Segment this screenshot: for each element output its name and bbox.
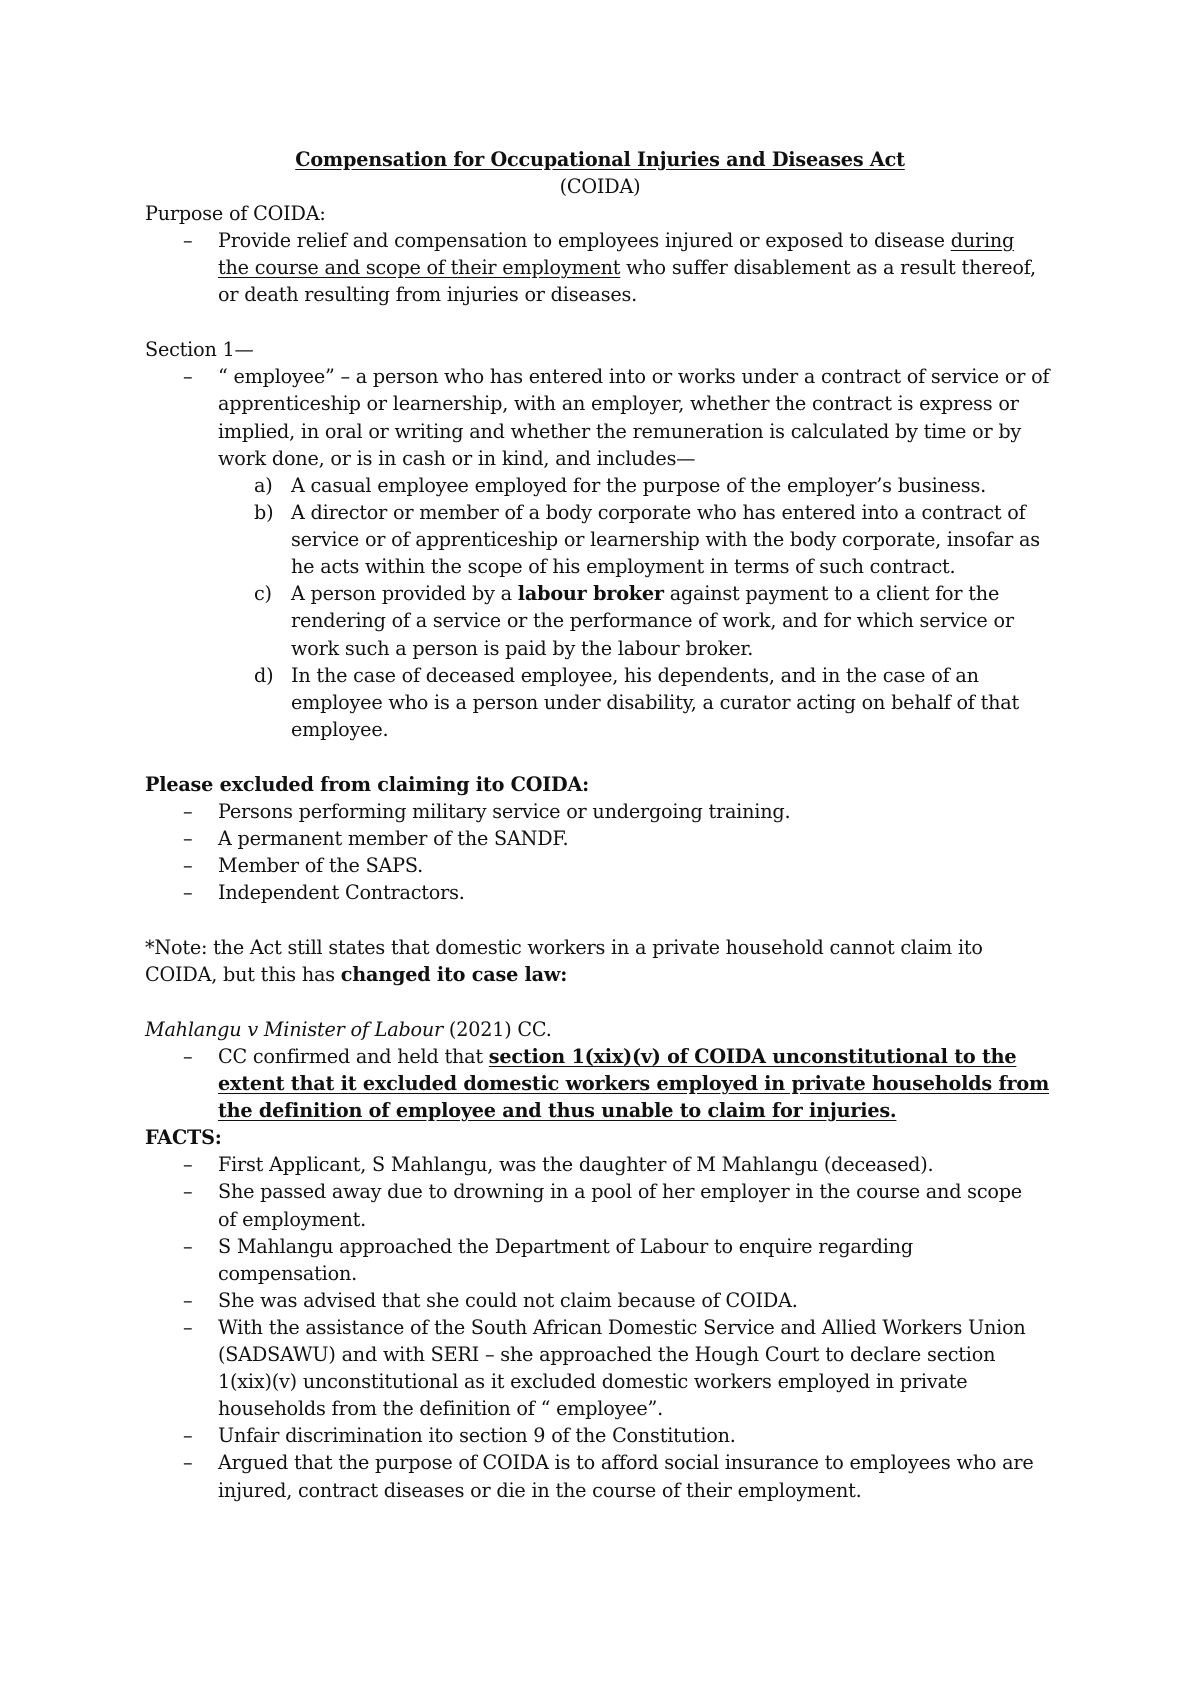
bullet-dash: –	[183, 800, 193, 823]
fact-line: injured, contract diseases or die in the course of their employment.	[218, 1479, 862, 1502]
item-line: In the case of deceased employee, his dependents, and in the case of an	[291, 664, 979, 687]
fact-line: She passed away due to drowning in a pool of her employer in the course and scope	[218, 1180, 1022, 1203]
note-line: *Note: the Act still states that domestic workers in a private household cannot claim ito	[145, 936, 983, 959]
fact-line: Argued that the purpose of COIDA is to afford social insurance to employees who are	[218, 1451, 1034, 1474]
fact-line: She was advised that she could not claim because of COIDA.	[218, 1289, 798, 1312]
excluded-heading: Please excluded from claiming ito COIDA:	[145, 773, 590, 796]
fact-line: (SADSAWU) and with SERI – she approached the Hough Court to declare section	[218, 1343, 996, 1366]
bullet-dash: –	[183, 229, 193, 252]
bullet-dash: –	[183, 1289, 193, 1312]
bullet-dash: –	[183, 854, 193, 877]
definition-line: apprenticeship or learnership, with an employer, whether the contract is express or	[218, 392, 1019, 415]
definition-line: implied, in oral or writing and whether the remuneration is calculated by time or by	[218, 420, 1022, 443]
purpose-line: or death resulting from injuries or diseases.	[218, 283, 638, 306]
definition-line: “ employee” – a person who has entered into or works under a contract of service or of	[218, 365, 1050, 388]
section1-heading: Section 1—	[145, 338, 254, 361]
item-line: employee who is a person under disability, a curator acting on behalf of that	[291, 691, 1020, 714]
item-label: a)	[254, 474, 273, 497]
item-line: employee.	[291, 718, 389, 741]
item-line: A casual employee employed for the purpose of the employer’s business.	[291, 474, 987, 497]
bullet-dash: –	[183, 1180, 193, 1203]
bullet-dash: –	[183, 1424, 193, 1447]
fact-line: of employment.	[218, 1208, 367, 1231]
bullet-dash: –	[183, 1451, 193, 1474]
item-line: he acts within the scope of his employment in terms of such contract.	[291, 555, 956, 578]
note-line: COIDA, but this has changed ito case law:	[145, 963, 568, 986]
purpose-line: the course and scope of their employment who suffer disablement as a result thereof,	[218, 256, 1036, 279]
fact-line: 1(xix)(v) unconstitutional as it excluded domestic workers employed in private	[218, 1370, 968, 1393]
fact-line: First Applicant, S Mahlangu, was the daughter of M Mahlangu (deceased).	[218, 1153, 934, 1176]
item-line: A director or member of a body corporate who has entered into a contract of	[291, 501, 1026, 524]
fact-line: households from the definition of “ employee”.	[218, 1397, 664, 1420]
bullet-dash: –	[183, 881, 193, 904]
bullet-dash: –	[183, 1045, 193, 1068]
bullet-dash: –	[183, 1153, 193, 1176]
fact-line: With the assistance of the South African Domestic Service and Allied Workers Union	[218, 1316, 1026, 1339]
held-line: CC confirmed and held that section 1(xix)(v) of COIDA unconstitutional to the	[218, 1045, 1017, 1068]
item-line: rendering of a service or the performance of work, and for which service or	[291, 609, 1014, 632]
document-subtitle: (COIDA)	[559, 175, 641, 198]
item-line: service or of apprenticeship or learnership with the body corporate, insofar as	[291, 528, 1040, 551]
document-title: Compensation for Occupational Injuries and Diseases Act	[295, 148, 905, 171]
held-line: the definition of employee and thus unable to claim for injuries.	[218, 1099, 897, 1122]
facts-heading: FACTS:	[145, 1126, 222, 1149]
fact-line: Unfair discrimination ito section 9 of the Constitution.	[218, 1424, 736, 1447]
excluded-item: A permanent member of the SANDF.	[218, 827, 569, 850]
item-line: work such a person is paid by the labour broker.	[291, 637, 754, 660]
bullet-dash: –	[183, 1316, 193, 1339]
item-line: A person provided by a labour broker against payment to a client for the	[291, 582, 1000, 605]
definition-line: work done, or is in cash or in kind, and includes—	[218, 447, 696, 470]
held-line: extent that it excluded domestic workers employed in private households from	[218, 1072, 1050, 1095]
item-label: d)	[254, 664, 274, 687]
excluded-item: Independent Contractors.	[218, 881, 465, 904]
fact-line: compensation.	[218, 1262, 358, 1285]
bullet-dash: –	[183, 365, 193, 388]
excluded-item: Persons performing military service or undergoing training.	[218, 800, 791, 823]
purpose-heading: Purpose of COIDA:	[145, 202, 326, 225]
purpose-line: Provide relief and compensation to employees injured or exposed to disease during	[218, 229, 1015, 252]
item-label: b)	[254, 501, 274, 524]
excluded-item: Member of the SAPS.	[218, 854, 424, 877]
fact-line: S Mahlangu approached the Department of Labour to enquire regarding	[218, 1235, 913, 1258]
bullet-dash: –	[183, 1235, 193, 1258]
case-name: Mahlangu v Minister of Labour (2021) CC.	[145, 1018, 552, 1041]
item-label: c)	[254, 582, 272, 605]
bullet-dash: –	[183, 827, 193, 850]
